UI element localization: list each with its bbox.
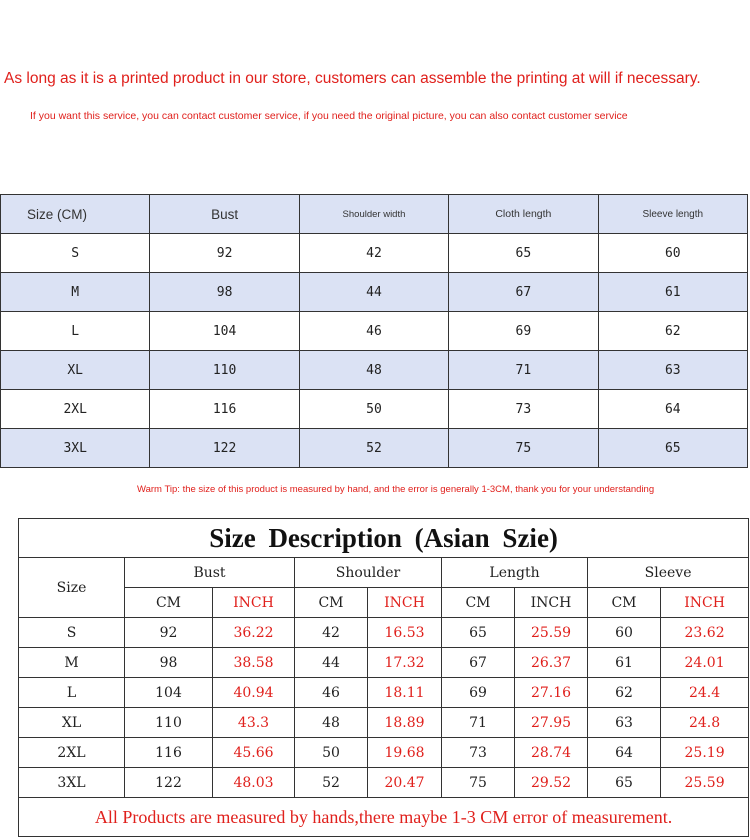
sub-cm: CM — [125, 588, 213, 618]
cell-sleeve-cm: 60 — [588, 618, 661, 648]
cell-size: XL — [19, 708, 125, 738]
cell-bust: 98 — [150, 273, 299, 312]
cell-shoulder-cm: 48 — [295, 708, 368, 738]
cell-sleeve: 63 — [598, 351, 747, 390]
cell-sleeve: 60 — [598, 234, 747, 273]
cell-sleeve-cm: 62 — [588, 678, 661, 708]
cell-bust-inch: 40.94 — [213, 678, 295, 708]
cm-size-table — [0, 194, 748, 468]
cell-length: 75 — [449, 429, 598, 468]
cell-length-cm: 65 — [442, 618, 515, 648]
cell-sleeve-cm: 61 — [588, 648, 661, 678]
cm-table-header — [1, 195, 748, 234]
header-sleeve-length: Sleeve length — [598, 195, 747, 234]
cell-shoulder-inch: 17.32 — [368, 648, 442, 678]
cell-length-inch: 25.59 — [515, 618, 588, 648]
cell-size: XL — [1, 351, 150, 390]
group-shoulder: Shoulder — [295, 558, 442, 588]
cell-shoulder: 50 — [299, 390, 448, 429]
group-bust: Bust — [125, 558, 295, 588]
table-row — [1, 429, 748, 468]
cell-bust-inch: 48.03 — [213, 768, 295, 798]
cell-size: S — [1, 234, 150, 273]
cell-bust: 116 — [150, 390, 299, 429]
cell-bust-cm: 92 — [125, 618, 213, 648]
cell-shoulder-inch: 19.68 — [368, 738, 442, 768]
cell-bust: 104 — [150, 312, 299, 351]
cell-bust-cm: 110 — [125, 708, 213, 738]
cell-shoulder: 42 — [299, 234, 448, 273]
header-cloth-length: Cloth length — [449, 195, 598, 234]
cell-bust: 110 — [150, 351, 299, 390]
cell-size: 2XL — [19, 738, 125, 768]
table-row — [1, 234, 748, 273]
cell-bust-inch: 45.66 — [213, 738, 295, 768]
table-row — [1, 312, 748, 351]
table-row — [19, 678, 749, 708]
cell-size: L — [1, 312, 150, 351]
cell-bust-inch: 36.22 — [213, 618, 295, 648]
cell-sleeve: 64 — [598, 390, 747, 429]
header-size-cm: Size (CM) — [1, 195, 150, 234]
sub-inch: INCH — [213, 588, 295, 618]
sub-inch: INCH — [661, 588, 749, 618]
header-bust: Bust — [150, 195, 299, 234]
cell-length-inch: 28.74 — [515, 738, 588, 768]
cell-shoulder-inch: 20.47 — [368, 768, 442, 798]
cell-sleeve-inch: 25.59 — [661, 768, 749, 798]
cell-sleeve-inch: 23.62 — [661, 618, 749, 648]
cell-sleeve-inch: 24.8 — [661, 708, 749, 738]
cell-sleeve-inch: 25.19 — [661, 738, 749, 768]
cell-bust-inch: 43.3 — [213, 708, 295, 738]
sub-inch: INCH — [515, 588, 588, 618]
table-row — [19, 768, 749, 798]
cell-shoulder-inch: 18.89 — [368, 708, 442, 738]
table-row — [19, 648, 749, 678]
cell-size: M — [19, 648, 125, 678]
cell-length: 69 — [449, 312, 598, 351]
cell-sleeve-cm: 65 — [588, 768, 661, 798]
cell-length-cm: 73 — [442, 738, 515, 768]
cell-sleeve: 62 — [598, 312, 747, 351]
cell-length-cm: 71 — [442, 708, 515, 738]
cell-length-inch: 26.37 — [515, 648, 588, 678]
table-row — [19, 738, 749, 768]
cell-length: 67 — [449, 273, 598, 312]
size-description-table — [18, 518, 749, 837]
cell-sleeve-cm: 64 — [588, 738, 661, 768]
sub-inch: INCH — [368, 588, 442, 618]
cell-sleeve: 61 — [598, 273, 747, 312]
cell-shoulder-cm: 52 — [295, 768, 368, 798]
cell-bust: 92 — [150, 234, 299, 273]
cell-shoulder-inch: 18.11 — [368, 678, 442, 708]
table-row — [19, 708, 749, 738]
cell-bust-cm: 122 — [125, 768, 213, 798]
cell-sleeve-inch: 24.01 — [661, 648, 749, 678]
table-row — [19, 618, 749, 648]
cell-size: M — [1, 273, 150, 312]
cell-size: 2XL — [1, 390, 150, 429]
notice-line-1: As long as it is a printed product in our store, customers can assemble the printing at will if necessary. — [4, 70, 701, 87]
notice-line-2: If you want this service, you can contact customer service, if you need the original picture, you can also contact customer service — [30, 110, 628, 122]
cell-bust: 122 — [150, 429, 299, 468]
group-sleeve: Sleeve — [588, 558, 749, 588]
table-row — [1, 351, 748, 390]
warm-tip: Warm Tip: the size of this product is measured by hand, and the error is generally 1-3CM, thank you for your understanding — [137, 484, 655, 495]
sub-cm: CM — [588, 588, 661, 618]
cell-length-cm: 67 — [442, 648, 515, 678]
header-shoulder-width: Shoulder width — [299, 195, 448, 234]
cell-shoulder-inch: 16.53 — [368, 618, 442, 648]
cell-length-inch: 27.16 — [515, 678, 588, 708]
table-row — [1, 390, 748, 429]
cell-sleeve: 65 — [598, 429, 747, 468]
cell-length: 71 — [449, 351, 598, 390]
cell-shoulder: 46 — [299, 312, 448, 351]
cell-shoulder-cm: 44 — [295, 648, 368, 678]
size-column-label: Size — [19, 558, 125, 618]
cell-shoulder: 44 — [299, 273, 448, 312]
cell-bust-cm: 116 — [125, 738, 213, 768]
cell-shoulder: 48 — [299, 351, 448, 390]
sub-cm: CM — [442, 588, 515, 618]
cell-size: 3XL — [19, 768, 125, 798]
cell-length-inch: 29.52 — [515, 768, 588, 798]
group-length: Length — [442, 558, 588, 588]
cell-bust-inch: 38.58 — [213, 648, 295, 678]
cell-sleeve-cm: 63 — [588, 708, 661, 738]
cell-bust-cm: 98 — [125, 648, 213, 678]
measurement-footer: All Products are measured by hands,there maybe 1-3 CM error of measurement. — [19, 798, 749, 837]
cell-size: S — [19, 618, 125, 648]
cell-length: 73 — [449, 390, 598, 429]
sub-cm: CM — [295, 588, 368, 618]
cell-bust-cm: 104 — [125, 678, 213, 708]
cell-length-cm: 69 — [442, 678, 515, 708]
table-row — [1, 273, 748, 312]
size-table-title: Size Description (Asian Szie) — [19, 519, 749, 558]
cell-shoulder: 52 — [299, 429, 448, 468]
cell-length-cm: 75 — [442, 768, 515, 798]
cell-size: 3XL — [1, 429, 150, 468]
cell-length-inch: 27.95 — [515, 708, 588, 738]
cell-shoulder-cm: 42 — [295, 618, 368, 648]
cell-size: L — [19, 678, 125, 708]
cell-shoulder-cm: 46 — [295, 678, 368, 708]
cell-sleeve-inch: 24.4 — [661, 678, 749, 708]
cell-shoulder-cm: 50 — [295, 738, 368, 768]
cell-length: 65 — [449, 234, 598, 273]
